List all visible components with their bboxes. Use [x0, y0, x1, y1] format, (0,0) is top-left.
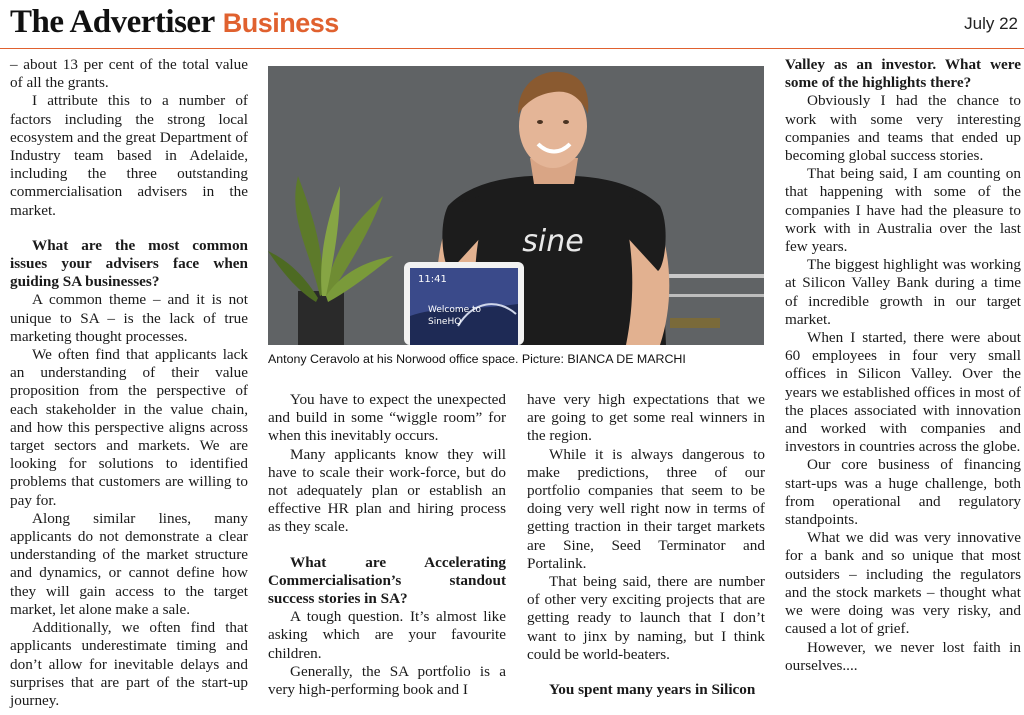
article-paragraph: A common theme – and it is not unique to SA – is the lack of true marketing thought processes. — [10, 291, 248, 345]
article-paragraph: Along similar lines, many applicants do not demonstrate a clear understanding of the market structure and dynamics, or cannot define how they will gain access to the target market, let alone make a sale. — [10, 509, 248, 618]
masthead-title — [10, 4, 339, 41]
article-photo — [268, 66, 764, 345]
article-paragraph: However, we never lost faith in ourselves.... — [785, 638, 1021, 674]
article-paragraph: Our core business of financing start-ups was a huge challenge, both from operational and regulatory standpoints. — [785, 456, 1021, 529]
tablet-illustration — [404, 262, 524, 345]
article-column-2 — [268, 391, 506, 699]
article-paragraph: have very high expectations that we are going to get some real winners in the region. — [527, 391, 765, 445]
publication-name: The Advertiser — [10, 4, 215, 40]
issue-date: July 22 — [964, 14, 1018, 33]
article-paragraph: That being said, I am counting on that happening with some of the companies I have had the pleasure to work with in Australia over the last few years. — [785, 165, 1021, 256]
article-paragraph: – about 13 per cent of the total value of all the grants. — [10, 56, 248, 92]
article-paragraph: Additionally, we often find that applicants underestimate timing and don’t allow for inevitable delays and surprises that are part of the start-up journey. — [10, 619, 248, 709]
article-paragraph: Many applicants know they will have to scale their work-force, but do not adequately plan or establish an effective HR plan and hiring process as they scale. — [268, 445, 506, 536]
tablet-time: 11:41 — [418, 274, 447, 285]
article-paragraph: A tough question. It’s almost like asking which are your favourite children. — [268, 608, 506, 662]
interview-question: Valley as an investor. What were some of the highlights there? — [785, 56, 1021, 92]
photo-caption: Antony Ceravolo at his Norwood office space. Picture: BIANCA DE MARCHI — [268, 352, 686, 366]
article-paragraph: While it is always dangerous to make predictions, three of our portfolio companies that seem to be doing very well right now in terms of getting traction in their target markets are Sine, Seed Terminator and Portalink. — [527, 445, 765, 572]
article-paragraph: We often find that applicants lack an understanding of their value proposition from the perspective of each stakeholder in the value chain, and how this perspective aligns across target sectors and markets. We are looking for solutions to identified problems that customers are willing to pay for. — [10, 346, 248, 509]
article-paragraph: Generally, the SA portfolio is a very high-performing book and I — [268, 662, 506, 699]
section-name: Business — [222, 8, 339, 38]
shirt-logo: sine — [522, 224, 584, 259]
article-paragraph: That being said, there are number of other very exciting projects that are getting ready to launch that I don’t want to jinx by naming, but I think could be world-beaters. — [527, 573, 765, 663]
article-paragraph: I attribute this to a number of factors including the strong local ecosystem and the great Department of Industry team based in Adelaide, including the three outstanding commercialisation advisers in the market. — [10, 92, 248, 219]
photo-illustration — [268, 66, 764, 345]
article-paragraph: When I started, there were about 60 employees in four very small offices in Silicon Valley. Over the years we established offices in most of the places associated with innovation and worked with companies and investors in countries across the globe. — [785, 329, 1021, 456]
desk-item — [670, 318, 720, 328]
interview-question: You spent many years in Silicon — [549, 681, 756, 699]
tablet-place: SineHQ — [428, 317, 462, 327]
interview-question: What are the most common issues your advisers face when guiding SA businesses? — [10, 236, 248, 291]
article-column-3 — [527, 391, 765, 699]
interview-question: What are Accelerating Commercialisation’s standout success stories in SA? — [268, 553, 506, 608]
article-column-1 — [10, 56, 248, 710]
tablet-welcome: Welcome to — [428, 305, 482, 315]
article-paragraph: You have to expect the unexpected and build in some “wiggle room” for when this inevitably occurs. — [268, 391, 506, 445]
article-paragraph: The biggest highlight was working at Silicon Valley Bank during a time of incredible growth in our target market. — [785, 256, 1021, 328]
article-column-4 — [785, 56, 1021, 675]
article-paragraph: Obviously I had the chance to work with some very interesting companies and teams that ended up becoming global success stories. — [785, 92, 1021, 165]
masthead — [0, 0, 1024, 49]
article-paragraph: What we did was very innovative for a bank and so unique that most outsiders – including the regulators and the stock markets – thought what we were doing was very risky, and caused a lot of grief. — [785, 529, 1021, 638]
